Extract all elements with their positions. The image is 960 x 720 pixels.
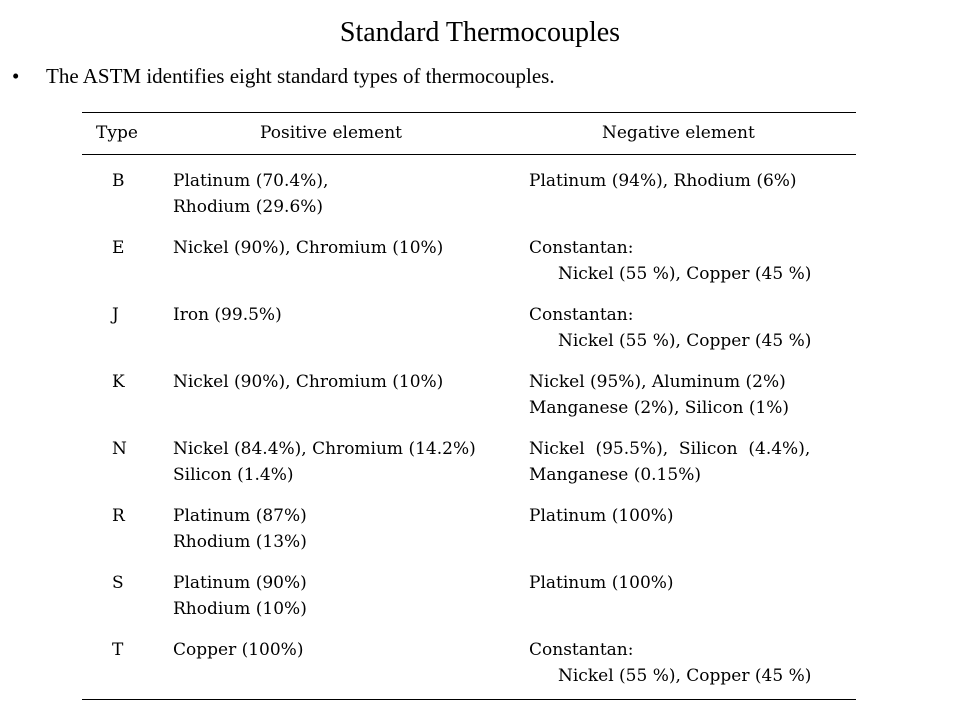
table-header-rule [82, 154, 856, 155]
positive-line: Nickel (84.4%), Chromium (14.2%) [173, 439, 476, 459]
intro-bullet [12, 62, 555, 90]
negative-line: Constantan: [529, 238, 634, 258]
type-cell: N [112, 439, 127, 459]
negative-cell [529, 637, 859, 689]
negative-line: Nickel (95.5%), Silicon (4.4%), [529, 439, 811, 459]
negative-line: Nickel (55 %), Copper (45 %) [558, 666, 812, 686]
positive-line: Platinum (90%) [173, 573, 307, 593]
negative-cell [529, 302, 859, 354]
thermocouple-table [82, 112, 856, 700]
table-row [82, 426, 856, 493]
positive-line: Iron (99.5%) [173, 305, 282, 325]
table-row [82, 627, 856, 694]
positive-line: Nickel (90%), Chromium (10%) [173, 372, 444, 392]
positive-line: Copper (100%) [173, 640, 304, 660]
type-cell: R [112, 506, 125, 526]
type-cell: B [112, 171, 125, 191]
negative-cell [529, 436, 859, 488]
header-type: Type [96, 123, 138, 143]
positive-cell [173, 570, 523, 622]
intro-text: The ASTM identifies eight standard types of thermocouples. [46, 64, 555, 88]
positive-line: Platinum (70.4%), [173, 171, 329, 191]
table-row [82, 225, 856, 292]
header-negative-element: Negative element [602, 123, 755, 143]
negative-cell [529, 168, 859, 194]
table-row [82, 158, 856, 225]
negative-line: Nickel (95%), Aluminum (2%) [529, 372, 786, 392]
positive-line: Rhodium (29.6%) [173, 197, 324, 217]
positive-cell [173, 369, 523, 395]
table-row [82, 560, 856, 627]
table-header-row [82, 113, 856, 154]
negative-line: Platinum (100%) [529, 506, 674, 526]
positive-line: Rhodium (10%) [173, 599, 307, 619]
negative-line: Manganese (2%), Silicon (1%) [529, 398, 790, 418]
positive-line: Platinum (87%) [173, 506, 307, 526]
negative-line: Nickel (55 %), Copper (45 %) [558, 264, 812, 284]
table-row [82, 292, 856, 359]
positive-cell [173, 302, 523, 328]
negative-line: Manganese (0.15%) [529, 465, 701, 485]
positive-cell [173, 235, 523, 261]
negative-line: Nickel (55 %), Copper (45 %) [558, 331, 812, 351]
table-row [82, 359, 856, 426]
negative-cell [529, 369, 859, 421]
table-bottom-rule [82, 699, 856, 700]
negative-line: Platinum (94%), Rhodium (6%) [529, 171, 797, 191]
positive-cell [173, 436, 523, 488]
bullet-symbol: • [12, 64, 20, 88]
table-row [82, 493, 856, 560]
page-title: Standard Thermocouples [339, 17, 621, 48]
type-cell: T [112, 640, 124, 660]
type-cell: S [112, 573, 124, 593]
positive-cell [173, 503, 523, 555]
positive-line: Silicon (1.4%) [173, 465, 294, 485]
positive-cell [173, 168, 523, 220]
header-positive-element: Positive element [260, 123, 403, 143]
negative-line: Constantan: [529, 305, 634, 325]
positive-cell [173, 637, 523, 663]
negative-cell [529, 235, 859, 287]
negative-cell [529, 503, 859, 529]
negative-line: Constantan: [529, 640, 634, 660]
negative-line: Platinum (100%) [529, 573, 674, 593]
type-cell: E [112, 238, 125, 258]
positive-line: Nickel (90%), Chromium (10%) [173, 238, 444, 258]
positive-line: Rhodium (13%) [173, 532, 307, 552]
type-cell: J [112, 305, 119, 325]
type-cell: K [112, 372, 125, 392]
negative-cell [529, 570, 859, 596]
